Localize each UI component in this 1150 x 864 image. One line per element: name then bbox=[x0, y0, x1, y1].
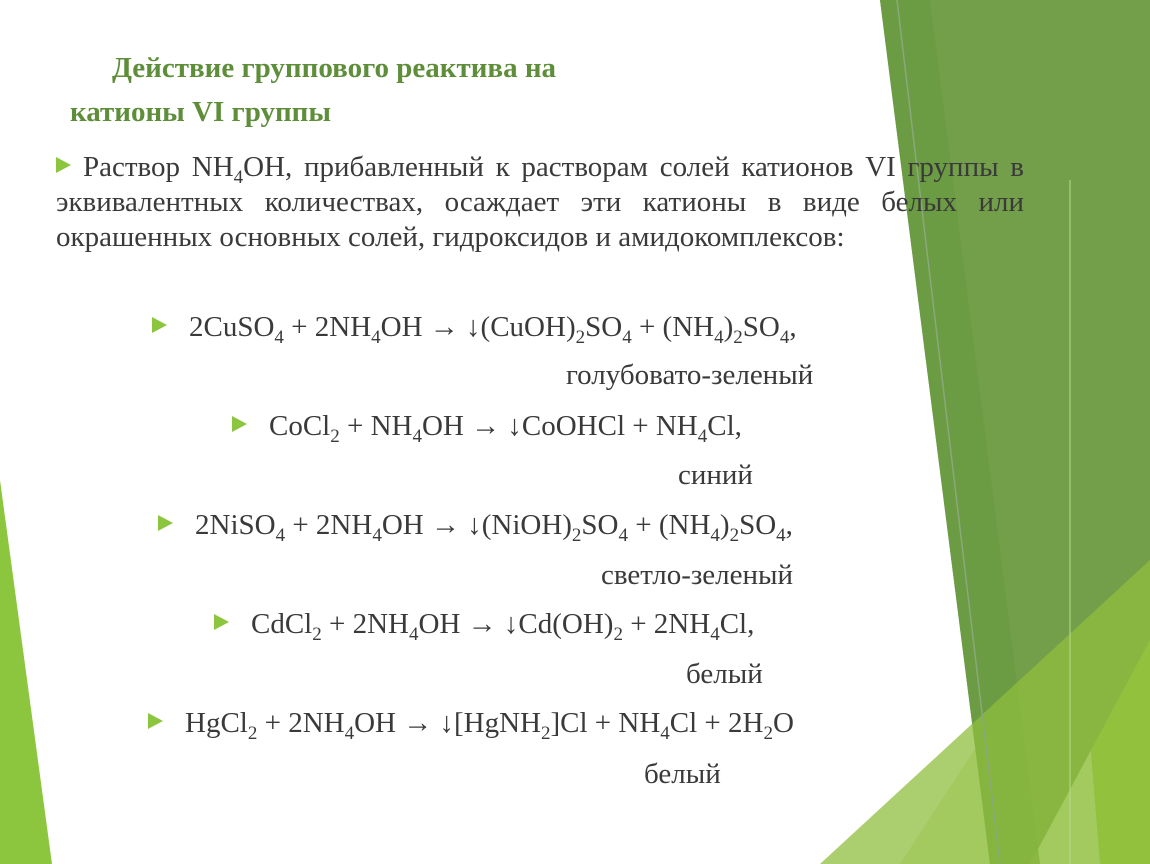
equation-text: 2CuSO$_4$ + $2NH_4OH$ → $↓(CuOH)_2SO_4 + (NH_4)_2SO_4$, bbox=[189, 311, 797, 348]
equation-text: CoCl$_2$ + $NH_4OH$ → ↓CoOHCl + $NH_4Cl$, bbox=[269, 410, 742, 447]
precipitate-color-3: светло-зеленый bbox=[601, 559, 794, 591]
intro-sub: 4 bbox=[233, 167, 244, 188]
subscript: 4 bbox=[714, 327, 724, 348]
equation-1 bbox=[152, 309, 797, 348]
bullet-icon bbox=[56, 157, 71, 173]
bullet-icon bbox=[232, 416, 247, 432]
subscript: 2 bbox=[733, 327, 743, 348]
subscript: 4 bbox=[618, 525, 628, 546]
subscript: 2 bbox=[763, 723, 773, 744]
subscript: 4 bbox=[344, 723, 355, 744]
subscript: 4 bbox=[412, 426, 422, 447]
intro-text-2: OH, прибавленный к растворам солей катионов VI группы в эквивалентных количествах, осаждает эти катионы в виде белых или окрашенных основных солей, гидроксидов и амидокомплексов: bbox=[56, 151, 1024, 253]
subscript: 4 bbox=[371, 327, 381, 348]
subscript: 4 bbox=[372, 525, 382, 546]
subscript: 4 bbox=[275, 525, 286, 546]
equation-5 bbox=[148, 705, 794, 744]
equation-3 bbox=[158, 507, 793, 546]
title-line-2: катионы VI группы bbox=[70, 96, 332, 128]
subscript: 4 bbox=[776, 525, 786, 546]
subscript: 2 bbox=[330, 426, 340, 447]
subscript: 4 bbox=[710, 624, 720, 645]
intro-text-1: Раствор NH bbox=[83, 151, 234, 183]
equation-text: HgCl$_2$ + $2NH_4OH$ → ↓[HgNH$_2$]Cl + $NH_4Cl + 2H_2O$ bbox=[185, 707, 794, 744]
precipitate-color-2: синий bbox=[678, 459, 753, 491]
equation-4 bbox=[214, 606, 755, 645]
subscript: 2 bbox=[729, 525, 740, 546]
subscript: 4 bbox=[710, 525, 720, 546]
precipitate-color-1: голубовато-зеленый bbox=[566, 359, 814, 391]
intro-paragraph bbox=[56, 150, 1024, 255]
bullet-icon bbox=[152, 317, 167, 333]
equation-text: 2NiSO$_4$ + $2NH_4OH$ → $↓(NiOH)_2SO_4 + (NH_4)_2SO_4$, bbox=[195, 509, 793, 546]
slide-title bbox=[70, 46, 556, 134]
subscript: 2 bbox=[247, 723, 258, 744]
precipitate-color-4: белый bbox=[686, 658, 763, 690]
subscript: 2 bbox=[575, 327, 586, 348]
equation-text: CdCl$_2$ + $2NH_4OH$ → $↓Cd(OH)_2 + 2NH_4Cl$, bbox=[251, 608, 755, 645]
subscript: 4 bbox=[697, 426, 708, 447]
subscript: 2 bbox=[312, 624, 322, 645]
subscript: 4 bbox=[274, 327, 284, 348]
subscript: 2 bbox=[613, 624, 623, 645]
subscript: 4 bbox=[409, 624, 419, 645]
bullet-icon bbox=[148, 713, 163, 729]
title-line-1: Действие группового реактива на bbox=[112, 52, 557, 84]
subscript: 4 bbox=[622, 327, 632, 348]
subscript: 2 bbox=[571, 525, 582, 546]
bullet-icon bbox=[158, 515, 173, 531]
subscript: 2 bbox=[540, 723, 551, 744]
equation-2 bbox=[232, 408, 742, 447]
subscript: 4 bbox=[779, 327, 790, 348]
bullet-icon bbox=[214, 614, 229, 630]
subscript: 4 bbox=[660, 723, 670, 744]
precipitate-color-5: белый bbox=[644, 758, 721, 790]
